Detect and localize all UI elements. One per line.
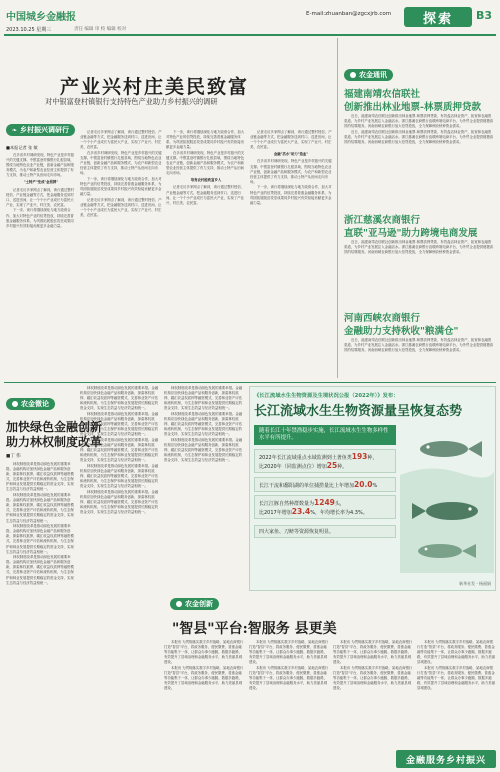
editors-line: 责任 编辑 审 校 编辑 校对 (74, 27, 127, 32)
stat-value: 25 (326, 461, 338, 470)
dot-icon (176, 601, 182, 607)
contact-email: E-mail:zhuanban@zgcxjrb.com (306, 11, 392, 17)
lead-para: 记者走访多家网点了解到，该行通过整村授信、产业链金融等方式，把金融服务送到村口、送进田间，让一个个小产业成长为富民大产业，实现了产业兴、村庄美、农民富。 (250, 130, 332, 150)
fish-icon (420, 441, 482, 457)
commentary-para: 林权制度改革是推动绿色发展的重要举措。金融机构应加快绿色金融产品和服务创新，探索林权抵押、碳汇收益权质押等融资模式，完善林业资产评估和流转机制，为生态保护和林业发展提供长期稳定的资金支持，实现生态效益与经济效益相统一。 (80, 489, 159, 515)
lead-para: 记者走访多家网点了解到，该行通过整村授信、产业链金融等方式，把金融服务送到村口、送进田间，让一个个小产业成长为富民大产业，实现了产业兴、村庄美、农民富。 (80, 197, 162, 217)
lead-para: 记者走访多家网点了解到，该行通过整村授信、产业链金融等方式，把金融服务送到村口、送进田间，让一个个小产业成长为富民大产业，实现了产业兴、村庄美、农民富。 (166, 185, 245, 205)
page-number: B3 (476, 9, 493, 22)
stat-text: 2022年长江流域重点水域监测到土著鱼类 (259, 455, 352, 461)
lead-byline: ■本报记者 张 敏 (6, 145, 38, 150)
right-para: 近日，福建南靖农信联社创新推出林业地票-林票质押贷款，有效盘活林业资产，拓宽林农融资渠道，为乡村产业发展注入金融活水。浙江慈溪农商银行直联跨境电商平台，为外贸企业提供便捷高效的结算服务。河南西峡农商银行加大信贷投放，全力保障秋收秋种资金需求。 (344, 338, 494, 353)
commentary-para: 林权制度改革是推动绿色发展的重要举措。金融机构应加快绿色金融产品和服务创新，探索林权抵押、碳汇收益权质押等融资模式，完善林业资产评估和流转机制，为生态保护和林业发展提供长期稳定的资金支持，实现生态效益与经济效益相统一。 (80, 411, 159, 437)
innovation-para: 本报讯 为贯彻落实数字乡村战略，某地农商银行打造"智县"平台，将政务服务、便民缴费、普惠金融等功能集于一体，让群众办事少跑腿、数据多跑路，有效提升了县域治理和金融服务水平，助力美丽县城建设。 (164, 640, 244, 665)
lead-para: 下一步，该行将继续深化与地方政府合作，加大对特色产业的信贷投放，持续完善普惠金融服务体系，为巩固拓展脱贫攻坚成果同乡村振兴有效衔接贡献更多金融力量。 (166, 130, 245, 150)
lead-para: 下一步，该行将继续深化与地方政府合作，加大对特色产业的信贷投放，持续完善普惠金融服务体系，为巩固拓展脱贫攻坚成果同乡村振兴有效衔接贡献更多金融力量。 (250, 185, 332, 205)
stat-unit: 种， (367, 455, 378, 461)
lead-para: 在多省乡村调研发现，特色产业是乡村振兴的关键支撑。中银富登村镇银行扎根县域，围绕当地特色农业产业链，创新金融产品和服务模式，为农户和新型农业经营主体提供了有力支持，推动土特产从田间走向市场。 (250, 159, 332, 184)
vertical-divider (337, 38, 338, 378)
lead-para: 在多省乡村调研发现，特色产业是乡村振兴的关键支撑。中银富登村镇银行扎根县域，围绕当地特色农业产业链，创新金融产品和服务模式，为农户和新型农业经营主体提供了有力支持，推动土特产从田间走向市场。 (166, 150, 245, 176)
stat-text: 四大家鱼、刀鲚等资源恢复明显。 (259, 529, 335, 535)
commentary-para: 林权制度改革是推动绿色发展的重要举措。金融机构应加快绿色金融产品和服务创新，探索林权抵押、碳汇收益权质押等融资模式，完善林业资产评估和流转机制，为生态保护和林业发展提供长期稳定的资金支持，实现生态效益与经济效益相统一。 (80, 463, 159, 489)
innovation-col-1 (164, 640, 244, 770)
stat-text: 比2017年增加 (259, 510, 292, 516)
horizontal-divider (4, 382, 496, 383)
innovation-col-2 (249, 640, 329, 770)
right-tag (344, 69, 393, 81)
subhead-3: 培育农村能致富乡人 (190, 178, 222, 183)
stat-unit: 种。 (337, 464, 348, 470)
stat-value: 20.0 (354, 480, 373, 489)
lead-para: 记者走访多家网点了解到，该行通过整村授信、产业链金融等方式，把金融服务送到村口、送进田间，让一个个小产业成长为富民大产业，实现了产业兴、村庄美、农民富。 (80, 130, 162, 150)
stat-row (254, 449, 396, 473)
stat-text: 长江江豚自然种群数量为 (259, 501, 315, 507)
commentary-para: 林权制度改革是推动绿色发展的重要举措。金融机构应加快绿色金融产品和服务创新，探索林权抵押、碳汇收益权质押等融资模式，完善林业资产评估和流转机制，为生态保护和林业发展提供长期稳定的资金支持，实现生态效益与经济效益相统一。 (80, 437, 159, 463)
feature-infographic (249, 386, 496, 591)
commentary-para: 林权制度改革是推动绿色发展的重要举措。金融机构应加快绿色金融产品和服务创新，探索林权抵押、碳汇收益权质押等融资模式，完善林业资产评估和流转机制，为生态保护和林业发展提供长期稳定的资金支持，实现生态效益与经济效益相统一。 (6, 493, 74, 523)
commentary-para: 林权制度改革是推动绿色发展的重要举措。金融机构应加快绿色金融产品和服务创新，探索林权抵押、碳汇收益权质押等融资模式，完善林业资产评估和流转机制，为生态保护和林业发展提供长期稳定的资金支持，实现生态效益与经济效益相统一。 (164, 386, 243, 411)
fish-illustration (400, 423, 494, 573)
right-para: 近日，福建南靖农信联社创新推出林业地票-林票质押贷款，有效盘活林业资产，拓宽林农融资渠道，为乡村产业发展注入金融活水。浙江慈溪农商银行直联跨境电商平台，为外贸企业提供便捷高效的结算服务。河南西峡农商银行加大信贷投放，全力保障秋收秋种资金需求。 (344, 129, 494, 144)
section-badge (404, 7, 472, 27)
innovation-para: 本报讯 为贯彻落实数字乡村战略，某地农商银行打造"智县"平台，将政务服务、便民缴费、普惠金融等功能集于一体，让群众办事少跑腿、数据多跑路，有效提升了县域治理和金融服务水平，助力美丽县城建设。 (249, 640, 329, 665)
masthead-rule (4, 34, 496, 36)
stat-value: 193 (351, 452, 368, 461)
commentary-para: 林权制度改革是推动绿色发展的重要举措。金融机构应加快绿色金融产品和服务创新，探索林权抵押、碳汇收益权质押等融资模式，完善林业资产评估和流转机制，为生态保护和林业发展提供长期稳定的资金支持，实现生态效益与经济效益相统一。 (6, 524, 74, 554)
stat-unit: % (372, 483, 378, 489)
right-text-1 (344, 114, 494, 204)
commentary-tag-label: 农金微论 (21, 400, 49, 408)
stat-unit: 头， (334, 501, 345, 507)
commentary-tag (6, 398, 55, 410)
subhead-2: 金融"活水"助力"造血" (273, 152, 309, 157)
stat-row (254, 477, 396, 492)
stat-text: 长江干流和鄱阳湖的单位捕捞量比上年增加 (259, 483, 355, 489)
commentary-col-1 (6, 462, 76, 772)
innovation-para: 本报讯 为贯彻落实数字乡村战略，某地农商银行打造"智县"平台，将政务服务、便民缴费、普惠金融等功能集于一体，让群众办事少跑腿、数据多跑路，有效提升了县域治理和金融服务水平，助力美丽县城建设。 (417, 665, 495, 691)
commentary-para: 林权制度改革是推动绿色发展的重要举措。金融机构应加快绿色金融产品和服务创新，探索林权抵押、碳汇收益权质押等融资模式，完善林业资产评估和流转机制，为生态保护和林业发展提供长期稳定的资金支持，实现生态效益与经济效益相统一。 (164, 437, 243, 463)
lead-para: 下一步，该行将继续深化与地方政府合作，加大对特色产业的信贷投放，持续完善普惠金融服务体系，为巩固拓展脱贫攻坚成果同乡村振兴有效衔接贡献更多金融力量。 (6, 208, 74, 228)
right-para: 近日，福建南靖农信联社创新推出林业地票-林票质押贷款，有效盘活林业资产，拓宽林农融资渠道，为乡村产业发展注入金融活水。浙江慈溪农商银行直联跨境电商平台，为外贸企业提供便捷高效的结算服务。河南西峡农商银行加大信贷投放，全力保障秋收秋种资金需求。 (344, 240, 494, 255)
right-headline-2b: 直联"亚马逊"助力跨境电商发展 (344, 228, 478, 239)
feature-kicker: 《长江流域水生生物资源及生境状况公报（2022年）》发布： (254, 393, 399, 399)
right-headline-1a: 福建南靖农信联社 (344, 89, 421, 100)
footer-banner (396, 750, 496, 768)
footer-banner-label: 金融服务乡村振兴 (405, 755, 486, 766)
innovation-tag-label: 农金创新 (185, 600, 213, 608)
stat-row (254, 495, 396, 519)
leaf-icon: ❧ (12, 126, 18, 134)
lead-para: 在多省乡村调研发现，特色产业是乡村振兴的关键支撑。中银富登村镇银行扎根县域，围绕当地特色农业产业链，创新金融产品和服务模式，为农户和新型农业经营主体提供了有力支持，推动土特产从田间走向市场。 (80, 150, 162, 176)
commentary-para: 林权制度改革是推动绿色发展的重要举措。金融机构应加快绿色金融产品和服务创新，探索林权抵押、碳汇收益权质押等融资模式，完善林业资产评估和流转机制，为生态保护和林业发展提供长期稳定的资金支持，实现生态效益与经济效益相统一。 (80, 386, 159, 411)
commentary-para: 林权制度改革是推动绿色发展的重要举措。金融机构应加快绿色金融产品和服务创新，探索林权抵押、碳汇收益权质押等融资模式，完善林业资产评估和流转机制，为生态保护和林业发展提供长期稳定的资金支持，实现生态效益与经济效益相统一。 (6, 462, 74, 492)
innovation-headline: "智县"平台:智服务 县更美 (172, 621, 337, 637)
lead-col-1 (6, 153, 76, 378)
section-name: 探索 (422, 11, 453, 27)
right-text-3 (344, 338, 494, 378)
innovation-para: 本报讯 为贯彻落实数字乡村战略，某地农商银行打造"智县"平台，将政务服务、便民缴费、普惠金融等功能集于一体，让群众办事少跑腿、数据多跑路，有效提升了县域治理和金融服务水平，助力美丽县城建设。 (417, 640, 495, 665)
commentary-headline-2: 助力林权制度改革 (6, 435, 103, 449)
commentary-byline: ■丁 伟 (6, 454, 21, 459)
dot-icon (12, 401, 18, 407)
innovation-tag (170, 598, 219, 610)
right-tag-label: 农金通讯 (359, 71, 387, 79)
commentary-para: 林权制度改革是推动绿色发展的重要举措。金融机构应加快绿色金融产品和服务创新，探索林权抵押、碳汇收益权质押等融资模式，完善林业资产评估和流转机制，为生态保护和林业发展提供长期稳定的资金支持，实现生态效益与经济效益相统一。 (164, 411, 243, 437)
commentary-col-2 (80, 386, 160, 772)
right-para: 近日，福建南靖农信联社创新推出林业地票-林票质押贷款，有效盘活林业资产，拓宽林农融资渠道，为乡村产业发展注入金融活水。浙江慈溪农商银行直联跨境电商平台，为外贸企业提供便捷高效的结算服务。河南西峡农商银行加大信贷投放，全力保障秋收秋种资金需求。 (344, 114, 494, 129)
lead-col-3 (166, 130, 246, 378)
right-headline-2a: 浙江慈溪农商银行 (344, 215, 421, 226)
column-tag-label: 乡村振兴调研行 (20, 126, 70, 134)
feature-title: 长江流域水生生物资源量呈恢复态势 (254, 404, 463, 419)
stat-text: 比2020年（同监测点位）增加 (259, 464, 327, 470)
lead-subtitle: 对中银富登村镇银行支持特色产业助力乡村振兴的调研 (45, 97, 218, 106)
commentary-col-3 (164, 386, 244, 586)
innovation-col-4 (417, 640, 495, 748)
innovation-para: 本报讯 为贯彻落实数字乡村战略，某地农商银行打造"智县"平台，将政务服务、便民缴费、普惠金融等功能集于一体，让群众办事少跑腿、数据多跑路，有效提升了县域治理和金融服务水平，助力美丽县城建设。 (333, 665, 413, 691)
masthead (0, 0, 500, 40)
stat-value: 1249 (314, 498, 335, 507)
stat-value: 23.4 (291, 507, 311, 516)
paper-name: 中国城乡金融报 (6, 12, 76, 23)
subhead-1: "土特产"变成"金招牌" (23, 180, 59, 185)
column-tag (6, 124, 75, 136)
lead-para: 在多省乡村调研发现，特色产业是乡村振兴的关键支撑。中银富登村镇银行扎根县域，围绕当地特色农业产业链，创新金融产品和服务模式，为农户和新型农业经营主体提供了有力支持，推动土特产从田间走向市场。 (6, 153, 75, 178)
commentary-headline-1: 加快绿色金融创新 (6, 420, 103, 434)
innovation-para: 本报讯 为贯彻落实数字乡村战略，某地农商银行打造"智县"平台，将政务服务、便民缴费、普惠金融等功能集于一体，让群众办事少跑腿、数据多跑路，有效提升了县域治理和金融服务水平，助力美丽县城建设。 (333, 640, 413, 665)
lead-para: 下一步，该行将继续深化与地方政府合作，加大对特色产业的信贷投放，持续完善普惠金融服务体系，为巩固拓展脱贫攻坚成果同乡村振兴有效衔接贡献更多金融力量。 (80, 176, 162, 197)
innovation-para: 本报讯 为贯彻落实数字乡村战略，某地农商银行打造"智县"平台，将政务服务、便民缴费、普惠金融等功能集于一体，让群众办事少跑腿、数据多跑路，有效提升了县域治理和金融服务水平，助力美丽县城建设。 (249, 665, 329, 691)
right-headline-3b: 金融助力支持秋收"粮满仓" (344, 326, 459, 337)
right-headline-3a: 河南西峡农商银行 (344, 313, 421, 324)
stat-unit: %，年均增长率为4.3%。 (310, 510, 368, 516)
feature-credit: 新华社发 · 杨丽娟 (459, 581, 491, 586)
dot-icon (350, 72, 356, 78)
lead-para: 记者走访多家网点了解到，该行通过整村授信、产业链金融等方式，把金融服务送到村口、送进田间，让一个个小产业成长为富民大产业，实现了产业兴、村庄美、农民富。 (6, 187, 75, 207)
lead-headline: 产业兴村庄美民致富 (60, 76, 250, 98)
feature-intro: 随着长江十年禁渔稳步实施，长江流域水生生物多样性水平有所提升。 (254, 425, 396, 445)
stat-row (254, 525, 396, 538)
dateline: 2023.10.25 星期三 (6, 27, 52, 33)
lead-col-2 (80, 130, 162, 378)
commentary-para: 林权制度改革是推动绿色发展的重要举措。金融机构应加快绿色金融产品和服务创新，探索林权抵押、碳汇收益权质押等融资模式，完善林业资产评估和流转机制，为生态保护和林业发展提供长期稳定的资金支持，实现生态效益与经济效益相统一。 (6, 555, 74, 585)
innovation-para: 本报讯 为贯彻落实数字乡村战略，某地农商银行打造"智县"平台，将政务服务、便民缴费、普惠金融等功能集于一体，让群众办事少跑腿、数据多跑路，有效提升了县域治理和金融服务水平，助力美丽县城建设。 (164, 665, 244, 691)
right-headline-1b: 创新推出林业地票-林票质押贷款 (344, 102, 481, 113)
lead-col-4 (250, 130, 332, 378)
right-text-2 (344, 240, 494, 302)
